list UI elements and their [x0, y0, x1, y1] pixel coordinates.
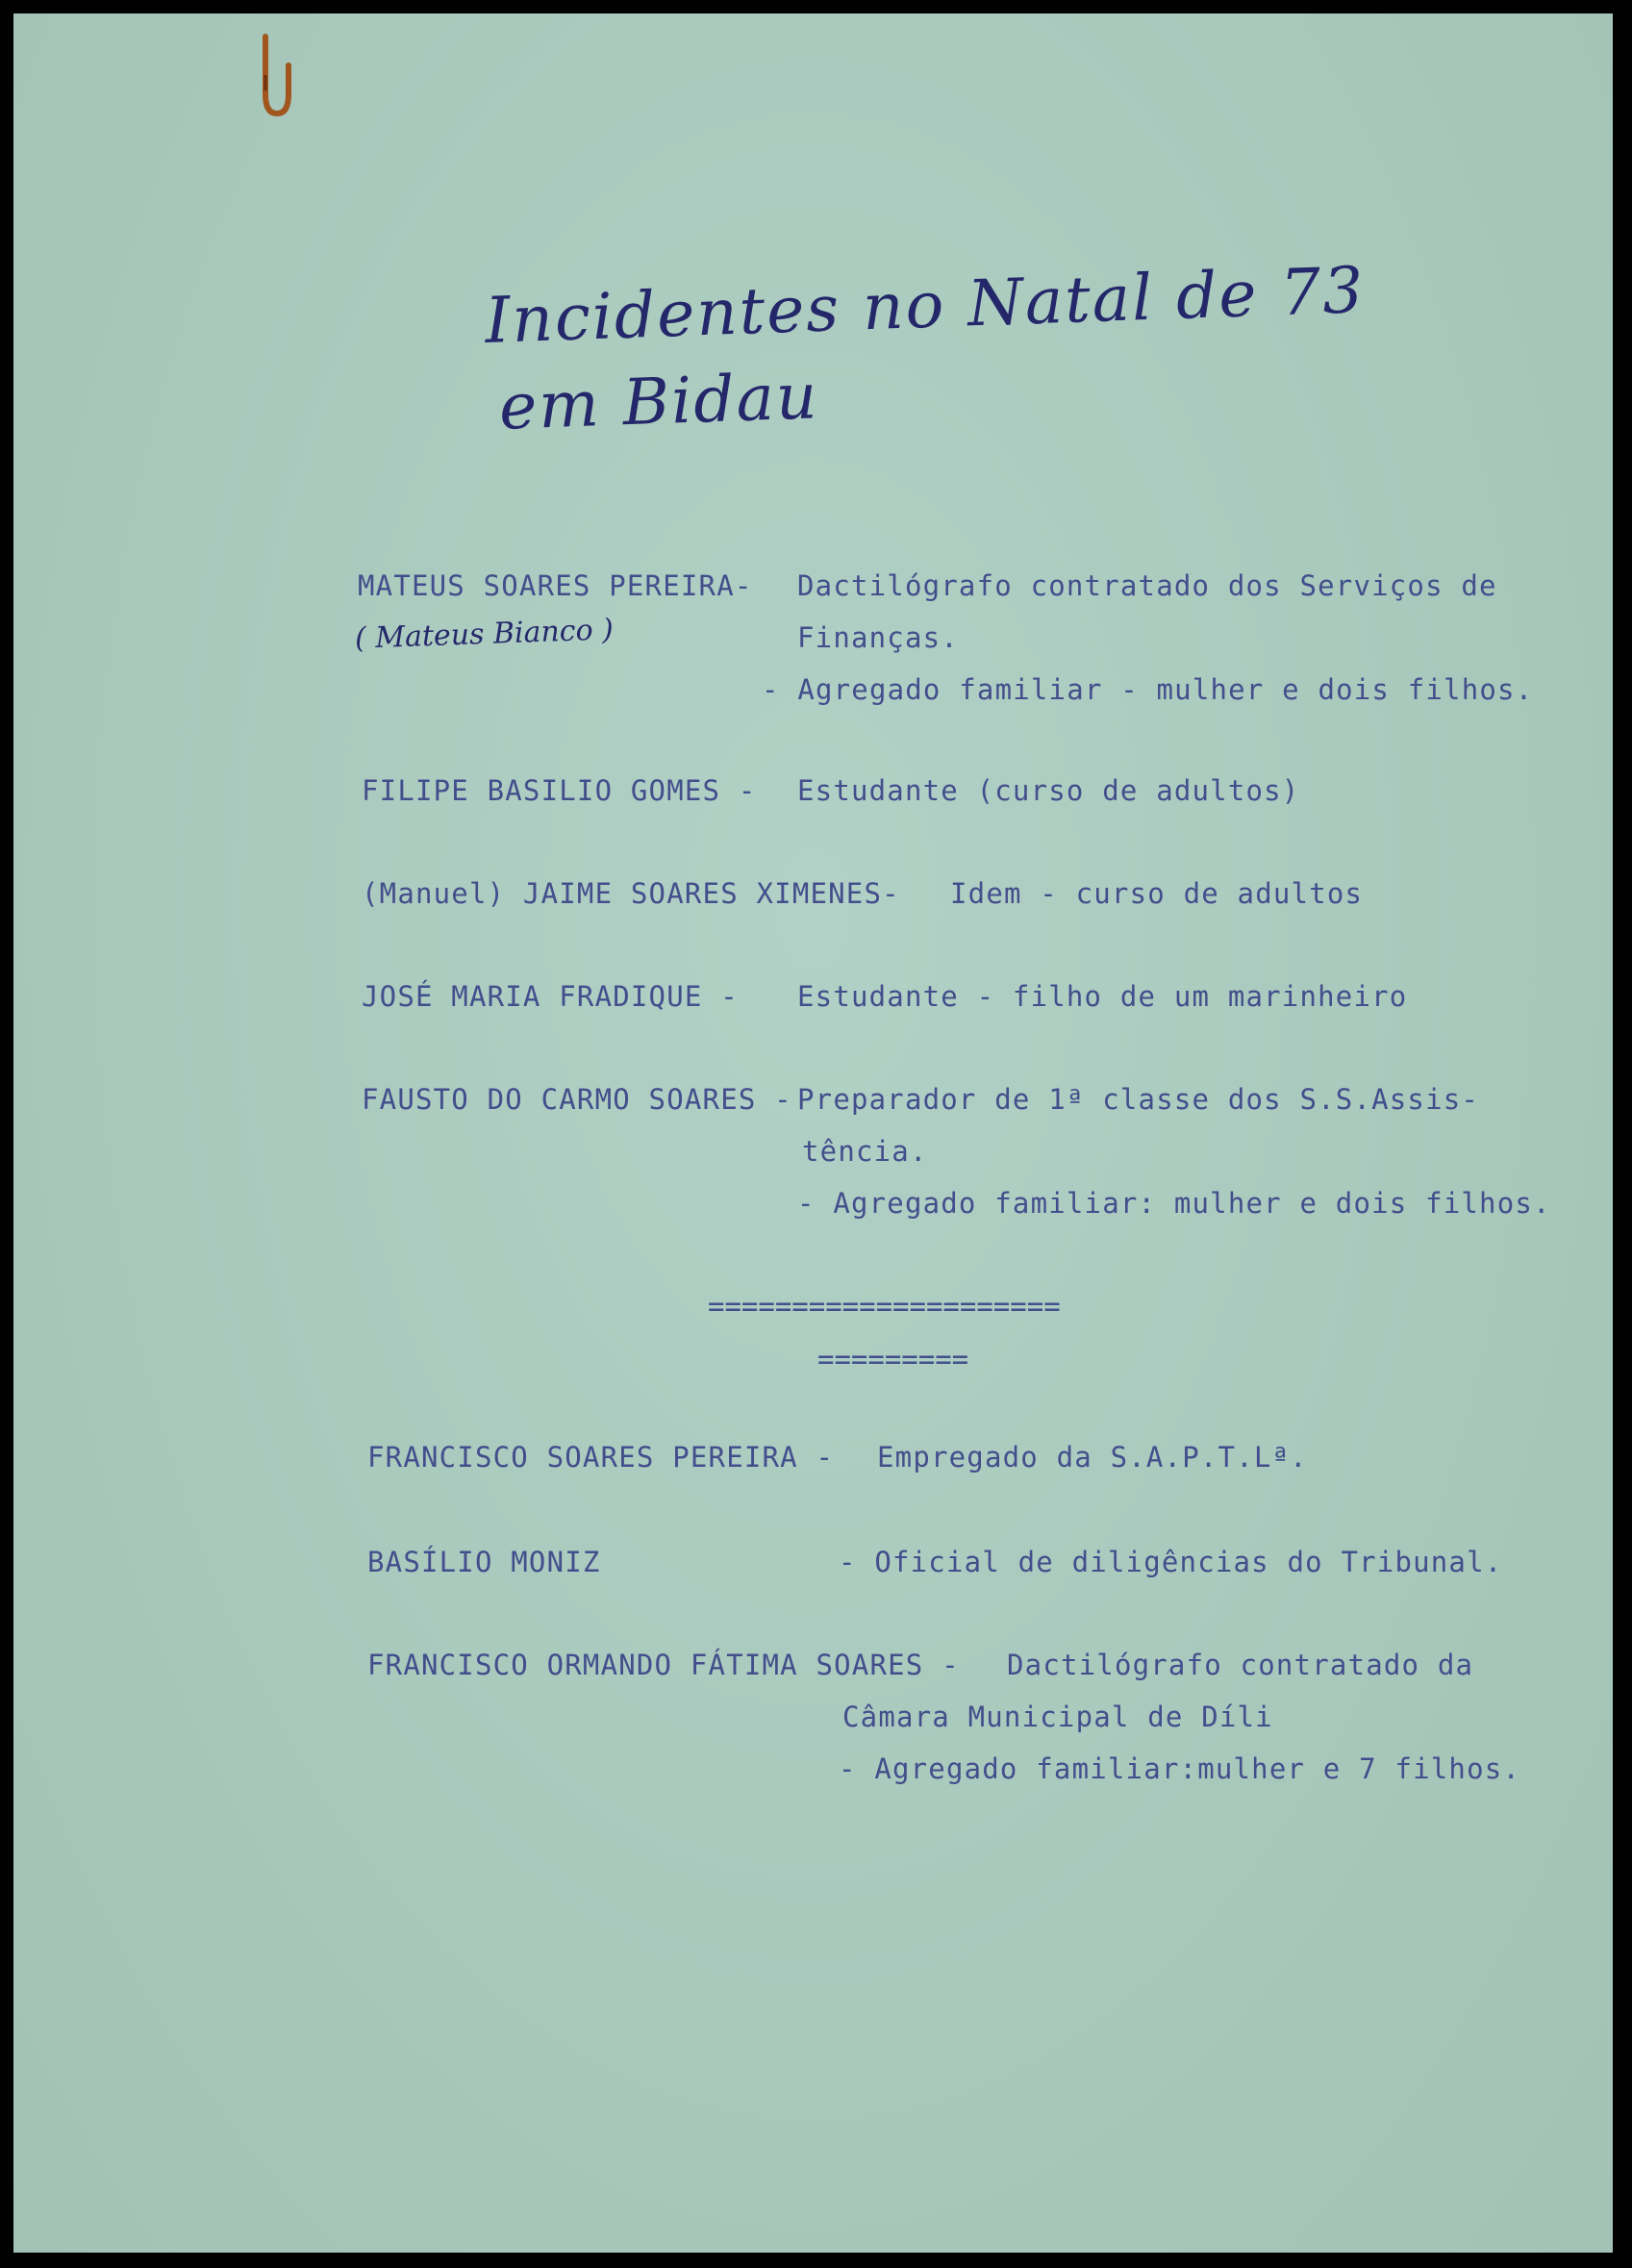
entry-8-name: FRANCISCO ORMANDO FÁTIMA SOARES -	[367, 1649, 960, 1681]
entry-7-name: BASÍLIO MONIZ	[367, 1546, 601, 1578]
entry-1-line-2: Finanças.	[797, 621, 959, 654]
entry-8-line-2: Câmara Municipal de Díli	[842, 1701, 1273, 1733]
entry-5-name: FAUSTO DO CARMO SOARES -	[362, 1083, 792, 1116]
entry-7-line-1: - Oficial de diligências do Tribunal.	[839, 1546, 1503, 1578]
entry-4-line-1: Estudante - filho de um marinheiro	[797, 980, 1408, 1013]
entry-4-name: JOSÉ MARIA FRADIQUE -	[362, 980, 739, 1013]
entry-5-line-3: - Agregado familiar: mulher e dois filhos.	[797, 1187, 1551, 1220]
entry-1-name: MATEUS SOARES PEREIRA-	[358, 569, 753, 602]
handwritten-title-line-2: em Bidau	[497, 359, 820, 444]
entry-6-name: FRANCISCO SOARES PEREIRA -	[367, 1441, 835, 1474]
entry-3-name: (Manuel) JAIME SOARES XIMENES-	[362, 877, 900, 910]
paper-clip-mark	[244, 27, 302, 123]
entry-1-line-1: Dactilógrafo contratado dos Serviços de	[797, 569, 1497, 602]
separator-line-2: =========	[817, 1343, 969, 1375]
separator-line-1: =====================	[708, 1290, 1061, 1323]
entry-3-line-1: Idem - curso de adultos	[950, 877, 1364, 910]
handwritten-nickname: ( Mateus Bianco )	[354, 613, 615, 656]
entry-8-line-1: Dactilógrafo contratado da	[1007, 1649, 1474, 1681]
entry-5-line-1: Preparador de 1ª classe dos S.S.Assis-	[797, 1083, 1480, 1116]
handwritten-title-line-1: Incidentes no Natal de 73	[483, 253, 1367, 358]
entry-2-line-1: Estudante (curso de adultos)	[797, 774, 1300, 807]
entry-5-line-2: tência.	[802, 1135, 928, 1168]
entry-1-line-3: - Agregado familiar - mulher e dois filhos.	[762, 673, 1534, 706]
entry-6-line-1: Empregado da S.A.P.T.Lª.	[877, 1441, 1308, 1474]
document-page	[13, 13, 1613, 2253]
entry-8-line-3: - Agregado familiar:mulher e 7 filhos.	[839, 1752, 1521, 1785]
entry-2-name: FILIPE BASILIO GOMES -	[362, 774, 757, 807]
